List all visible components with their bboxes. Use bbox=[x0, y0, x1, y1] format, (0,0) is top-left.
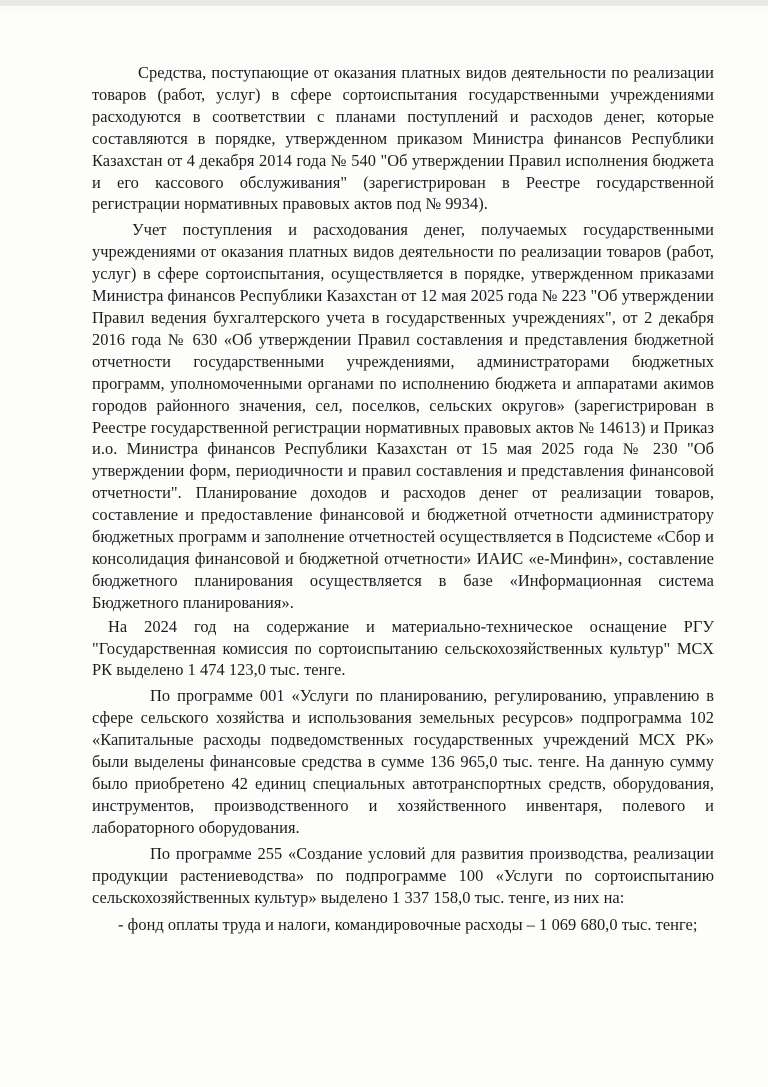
paragraph-2024-allocation: На 2024 год на содержание и материально-техническое оснащение РГУ "Государственная комиссия по сортоиспытанию сельскохозяйственных культур" МСХ РК выделено 1 474 123,0 тыс. тенге. bbox=[92, 616, 714, 680]
scan-top-edge bbox=[0, 0, 768, 6]
paragraph-payroll-item: - фонд оплаты труда и налоги, командировочные расходы – 1 069 680,0 тыс. тенге; bbox=[118, 915, 698, 935]
paragraph-program-255: По программе 255 «Создание условий для развития производства, реализации продукции растениеводства» по подпрограмме 100 «Услуги по сортоиспытанию сельскохозяйственных культур» выделено 1 337 158,0 тыс. тенге, из них на: bbox=[92, 843, 714, 907]
paragraph-accounting-rules: Учет поступления и расходования денег, получаемых государственными учреждениями от оказания платных видов деятельности по реализации товаров (работ, услуг) в сфере сортоиспытания, осуществляется в порядке, утвержденном приказами Министра финансов Республики Казахстан от 12 мая 2025 года № 223 "Об утверждении Правил ведения бухгалтерского учета в государственных учреждениях", от 2 декабря 2016 года № 630 «Об утверждении Правил составления и представления бюджетной отчетности государственными учреждениями, администраторами бюджетных программ, уполномоченными органами по исполнению бюджета и аппаратами акимов городов районного значения, сел, поселков, сельских округов» (зарегистрирован в Реестре государственной регистрации нормативных правовых актов № 14613) и Приказ и.о. Министра финансов Республики Казахстан от 15 мая 2025 года № 230 "Об утверждении форм, периодичности и правил составления и представления финансовой отчетности". Планирование доходов и расходов денег от реализации товаров, составление и предоставление финансовой и бюджетной отчетности администратору бюджетных программ и заполнение отчетностей осуществляется в Подсистеме «Сбор и консолидация финансовой и бюджетной отчетности» ИАИС «е-Минфин», составление бюджетного планирования осуществляется в базе «Информационная система Бюджетного планирования». bbox=[92, 220, 714, 612]
paragraph-funds-usage: Средства, поступающие от оказания платных видов деятельности по реализации товаров (работ, услуг) в сфере сортоиспытания государственными учреждениями расходуются в соответствии с планами поступлений и расходов денег, которые составляются в порядке, утвержденном приказом Министра финансов Республики Казахстан от 4 декабря 2014 года № 540 "Об утверждении Правил исполнения бюджета и его кассового обслуживания" (зарегистрирован в Реестре государственной регистрации нормативных правовых актов под № 9934). bbox=[92, 63, 714, 214]
paragraph-program-001: По программе 001 «Услуги по планированию, регулированию, управлению в сфере сельского хозяйства и использования земельных ресурсов» подпрограмма 102 «Капитальные расходы подведомственных государственных учреждений МСХ РК» были выделены финансовые средства в сумме 136 965,0 тыс. тенге. На данную сумму было приобретено 42 единиц специальных автотранспортных средств, оборудования, инструментов, производственного и хозяйственного инвентаря, полевого и лабораторного оборудования. bbox=[92, 686, 714, 837]
document-body bbox=[92, 62, 714, 940]
